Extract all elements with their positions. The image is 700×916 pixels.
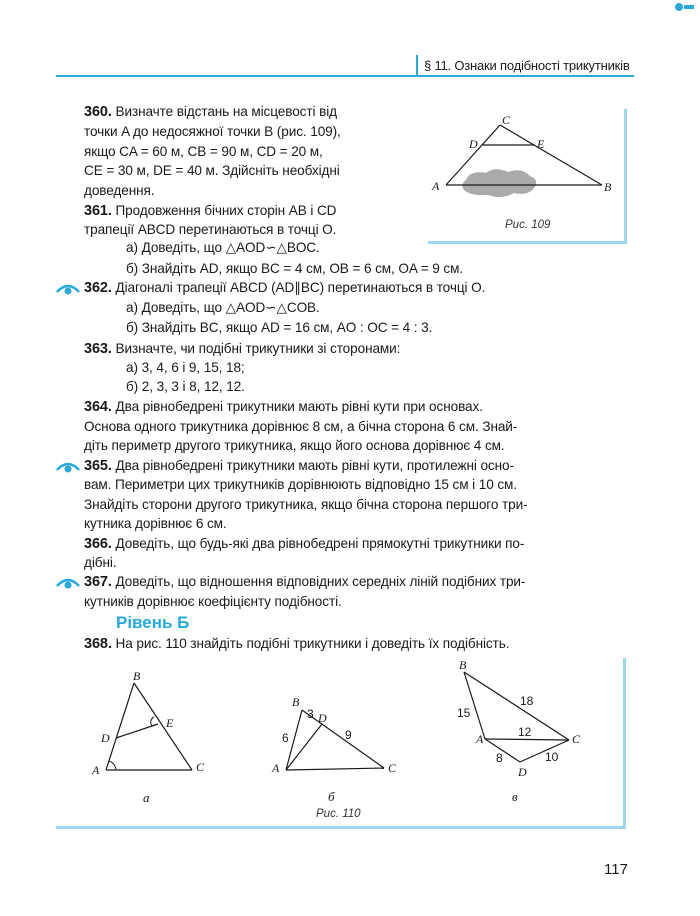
problem-361-item-a: а) Доведіть, що △AOD∽△BOC.	[126, 240, 320, 255]
angle-mark-e	[151, 717, 154, 726]
label-b: B	[133, 670, 141, 683]
problem-360-line-4: CE = 30 м, DE = 40 м. Здійсніть необхідні	[84, 163, 340, 178]
logo-icon	[675, 2, 695, 12]
side-bc	[302, 710, 384, 768]
angle-mark-a	[109, 761, 116, 770]
length-bc: 18	[520, 694, 534, 708]
problem-364-line-3: діть периметр другого трикутника, якщо його основа дорівнює 4 см.	[84, 438, 505, 453]
level-heading: Рівень Б	[116, 613, 190, 632]
length-ac: 12	[518, 725, 532, 739]
problem-365-line-3: Знайдіть сторони другого трикутника, якщо бічна сторона першого три-	[84, 497, 528, 512]
figure-109-frame	[624, 109, 627, 243]
problem-365-line-4: кутника дорівнює 6 см.	[84, 516, 227, 531]
length-ab: 15	[457, 706, 471, 720]
label-c: C	[502, 113, 511, 127]
problem-365-line-1: 365. Два рівнобедрені трикутники мають рівні кути, протилежні осно-	[84, 458, 514, 474]
label-b: B	[292, 695, 300, 709]
figure-110-caption: Рис. 110	[316, 808, 361, 820]
problem-363-item-b: б) 2, 3, 3 і 8, 12, 12.	[126, 379, 245, 394]
problem-361-line-2: трапеції ABCD перетинаються в точці O.	[84, 222, 337, 237]
problem-368-line-1: 368. На рис. 110 знайдіть подібні трикутники і доведіть їх подібність.	[84, 636, 510, 652]
figure-110-frame	[623, 658, 626, 828]
section-title: § 11. Ознаки подібності трикутників	[424, 58, 630, 73]
length-dc: 10	[545, 750, 559, 764]
segment-ad	[286, 724, 322, 770]
label-d: D	[518, 765, 527, 779]
header-rule	[56, 75, 634, 77]
problem-360-line-2: точки A до недосяжної точки B (рис. 109),	[84, 124, 341, 139]
label-c: C	[388, 761, 397, 775]
problem-362-item-a: а) Доведіть, що △AOD∽△COB.	[126, 300, 320, 315]
eye-icon	[56, 576, 80, 590]
problem-367-line-1: 367. Доведіть, що відношення відповідних середніх ліній подібних три-	[84, 574, 526, 590]
problem-361-line-1: 361. Продовження бічних сторін AB і CD	[84, 203, 337, 219]
problem-367-line-2: кутників дорівнює коефіцієнту подібності.	[84, 594, 342, 609]
problem-360-line-1: 360. Визначте відстань на місцевості від	[84, 104, 337, 120]
figure-110b-tag: б	[328, 789, 335, 804]
label-a: A	[272, 761, 280, 775]
length-bd: 3	[307, 707, 314, 721]
figure-110-frame-bottom	[56, 826, 626, 829]
figure-110a-tag: а	[143, 790, 150, 805]
problem-365-line-2: вам. Периметри цих трикутників дорівнюють відповідно 15 см і 10 см.	[84, 477, 517, 492]
label-a: A	[476, 732, 484, 746]
eye-icon	[56, 282, 80, 296]
problem-362-item-b: б) Знайдіть BC, якщо AD = 16 см, AO : OC = 4 : 3.	[126, 320, 433, 335]
side-ab	[106, 683, 134, 770]
problem-360-line-3: якщо CA = 60 м, CB = 90 м, CD = 20 м,	[84, 144, 323, 159]
figure-110b	[262, 688, 402, 780]
side-bc	[134, 683, 192, 770]
header-divider	[416, 55, 418, 77]
side-bc	[464, 672, 569, 740]
problem-360-line-5: доведення.	[84, 183, 155, 198]
page-number: 117	[604, 861, 628, 878]
problem-361-item-b: б) Знайдіть AD, якщо BC = 4 см, OB = 6 см, OA = 9 см.	[126, 261, 464, 276]
problem-362-line-1: 362. Діагоналі трапеції ABCD (AD∥BC) перетинаються в точці O.	[84, 280, 486, 296]
label-c: C	[572, 732, 581, 746]
label-e: E	[537, 137, 545, 151]
length-ab: 6	[282, 731, 289, 745]
label-d: D	[101, 731, 110, 745]
problem-363-line-1: 363. Визначте, чи подібні трикутники зі сторонами:	[84, 341, 401, 357]
problem-364-line-2: Основа одного трикутника дорівнює 8 см, а бічна сторона 6 см. Знай-	[84, 419, 518, 434]
obstacle-blob	[462, 169, 536, 197]
figure-109-caption: Рис. 109	[505, 219, 551, 231]
figure-110c-tag: в	[512, 789, 518, 804]
figure-110c	[452, 655, 602, 780]
label-d: D	[469, 137, 478, 151]
length-ad: 8	[496, 751, 503, 765]
side-ac	[485, 739, 569, 740]
side-ac	[286, 768, 384, 770]
label-d: D	[318, 711, 327, 725]
problem-364-line-1: 364. Два рівнобедрені трикутники мають рівні кути при основах.	[84, 399, 483, 415]
label-c: C	[196, 760, 205, 774]
label-a: A	[432, 179, 440, 193]
label-a: A	[92, 763, 100, 777]
figure-110a	[86, 670, 216, 780]
figure-109-frame-bottom	[428, 241, 627, 244]
length-dc: 9	[345, 728, 352, 742]
eye-icon	[56, 460, 80, 474]
label-e: E	[166, 716, 174, 730]
problem-366-line-1: 366. Доведіть, що будь-які два рівнобедрені прямокутні трикутники по-	[84, 536, 525, 552]
label-b: B	[604, 180, 612, 194]
problem-363-item-a: а) 3, 4, 6 і 9, 15, 18;	[126, 360, 245, 375]
label-b: B	[459, 658, 467, 672]
problem-366-line-2: дібні.	[84, 555, 117, 570]
